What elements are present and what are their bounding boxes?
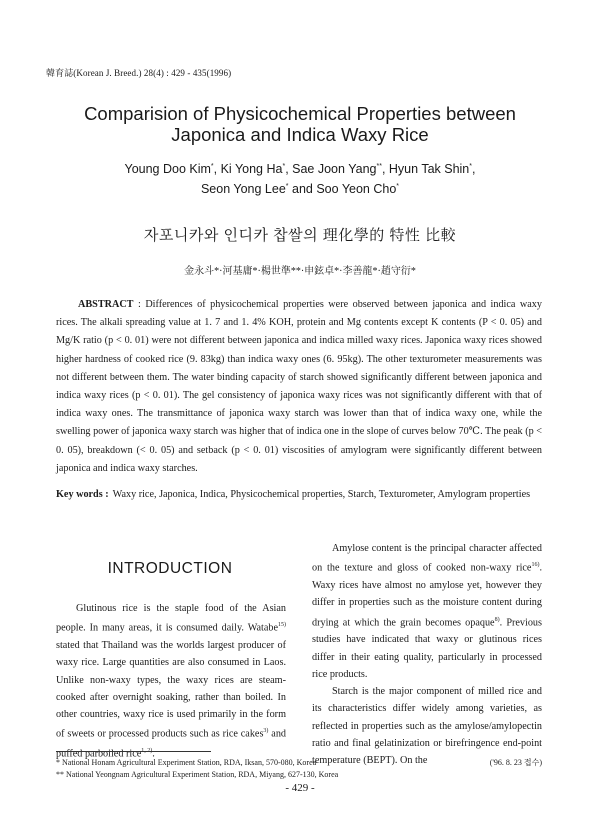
text-run: Glutinous rice is the staple food of the Asian people. In many areas, it is consumed daily. Watabe [56, 603, 286, 634]
author-line-1: Young Doo Kim*, Ki Yong Ha*, Sae Joon Yang**, Hyun Tak Shin*, [124, 162, 476, 177]
paragraph [56, 600, 286, 763]
author-list [60, 158, 540, 198]
journal-reference: 韓育誌(Korean J. Breed.) 28(4) : 429 - 435(1996) [46, 68, 232, 78]
affiliation-mark: * [285, 183, 289, 191]
left-column [56, 600, 286, 763]
footnote-affiliation-2: ** National Yeongnam Agricultural Experiment Station, RDA, Miyang, 627-130, Korea [56, 770, 339, 779]
author-name: Soo Yeon Cho [316, 182, 397, 197]
author-line-2: Seon Yong Lee* and Soo Yeon Cho* [200, 182, 400, 197]
affiliation-mark: * [396, 183, 400, 191]
citation: 15) [278, 622, 286, 629]
korean-title: 자포니카와 인디카 찹쌀의 理化學的 特性 比較 [143, 227, 457, 244]
keywords [56, 486, 542, 503]
section-heading-introduction: INTRODUCTION [107, 560, 233, 577]
author-name: Young Doo Kim [124, 162, 211, 177]
text-run: Amylose content is the principal character affected on the texture and gloss of cooked non-waxy rice [312, 543, 542, 574]
affiliation-mark: * [210, 163, 214, 170]
paragraph [312, 540, 542, 683]
keywords-label-text: Key words [56, 489, 103, 500]
affiliation-mark: * [469, 163, 472, 170]
keywords-text: Waxy rice, Japonica, Indica, Physicochemical properties, Starch, Texturometer, Amylogram properties [112, 489, 531, 500]
citation: 16) [531, 562, 540, 569]
abstract-label: ABSTRACT [78, 299, 134, 310]
footnote-affiliation-1: * National Honam Agricultural Experiment Station, RDA, Iksan, 570-080, Korea [56, 758, 317, 767]
author-name: Sae Joon Yang [292, 162, 377, 177]
citation: 8) [494, 616, 500, 623]
text-run: stated that Thailand was the worlds largest producer of waxy rice. Large quantities are also consumed in Laos. Unlike non-waxy types, the waxy rices are steam-cooked after overnight soaking, rather than boiled. In other countries, waxy rice is used primarily in the form of sweets or processed products such as rice cakes [56, 639, 286, 740]
author-name: Hyun Tak Shin [388, 162, 470, 177]
affiliation-mark: ** [376, 163, 382, 170]
paper-title [60, 103, 540, 145]
text-run: . [152, 748, 155, 760]
citation: 3) [263, 728, 269, 735]
author-name: Seon Yong Lee [200, 182, 286, 197]
text-run: . Previous studies have indicated that waxy or glutinous rices differ in their eating quality, particularly in processed rice products. [312, 616, 542, 680]
title-line-1: Comparision of Physicochemical Properties between [84, 103, 516, 124]
text-run: . Waxy rices have almost no amylose yet, however they differ in properties such as the moisture content during drying at which the grain becomes opaque [312, 562, 542, 628]
text-run: and puffed parboiled rice [56, 728, 287, 760]
page-number: - 429 - [285, 782, 315, 794]
right-column [312, 540, 542, 770]
paragraph: Starch is the major component of milled rice and its characteristics differ widely among varieties, as reflected in properties such as the amylose/amylopectin ratio and final gelatinization or birefringence end-point temperature (BEPT). On the [312, 686, 542, 767]
abstract-text: Differences of physicochemical properties were observed between japonica and indica waxy rices. The alkali spreading value at 1. 7 and 1. 4% KOH, protein and Mg contents except K contents (P < 0. 05) and Mg/K ratio (p < 0. 01) were not different between japonica and indica milled waxy rices. Japonica waxy rices showed higher hardness of cooked rice (9. 83kg) than indica waxy ones (6. 95kg). The other texturometer measurements was not different between them. The water binding capacity of starch showed significantly different between japonica and indica waxy rices (p < 0. 01). The gel consistency of japonica waxy rices was not significantly different with that of indica waxy ones. The transmittance of japonica waxy starch was lower than that of indica waxy one, while the swelling power of japonica waxy starch was higher that of indica one in the slope of curves below 70℃. The peak (p < 0. 05), breakdown (< 0. 05) and setback (p < 0. 01) viscosities of amylogram were significantly different between japonica and indica waxy starches. [56, 299, 542, 474]
footnotes [56, 757, 542, 781]
affiliation-mark: * [282, 163, 286, 170]
abstract: ABSTRACT : Differences of physicochemical properties were observed between japonica and indica waxy rices. The alkali spreading value at 1. 7 and 1. 4% KOH, protein and Mg contents except K contents (P < 0. 05) and Mg/K ratio (p < 0. 01) were not different between japonica and indica milled waxy rices. Japonica waxy rices showed higher hardness of cooked rice (9. 83kg) than indica waxy ones (6. 95kg). The other texturometer measurements was not different between them. The water binding capacity of starch showed significantly different between japonica and indica waxy rices (p < 0. 01). The gel consistency of japonica waxy rices was not significantly different with that of indica waxy ones. The transmittance of japonica waxy starch was lower than that of indica waxy one, while the swelling power of japonica waxy starch was higher that of indica one in the slope of curves below 70℃. The peak (p < 0. 05), breakdown (< 0. 05) and setback (p < 0. 01) viscosities of amylogram were significantly different between japonica and indica waxy starches. [56, 299, 542, 474]
author-name: Ki Yong Ha [220, 162, 283, 177]
title-line-2: Japonica and Indica Waxy Rice [171, 124, 429, 145]
korean-authors: 金永斗*·河基庸*·楊世準**·申鉉卓*·李善龍*·趙守衍* [184, 266, 416, 277]
footnote-row [56, 757, 542, 769]
citation: 1, 2) [141, 748, 153, 755]
footnote-rule [56, 751, 211, 752]
received-date: ('96. 8. 23 접수) [489, 758, 542, 767]
keywords-label: Key words : [56, 489, 109, 500]
